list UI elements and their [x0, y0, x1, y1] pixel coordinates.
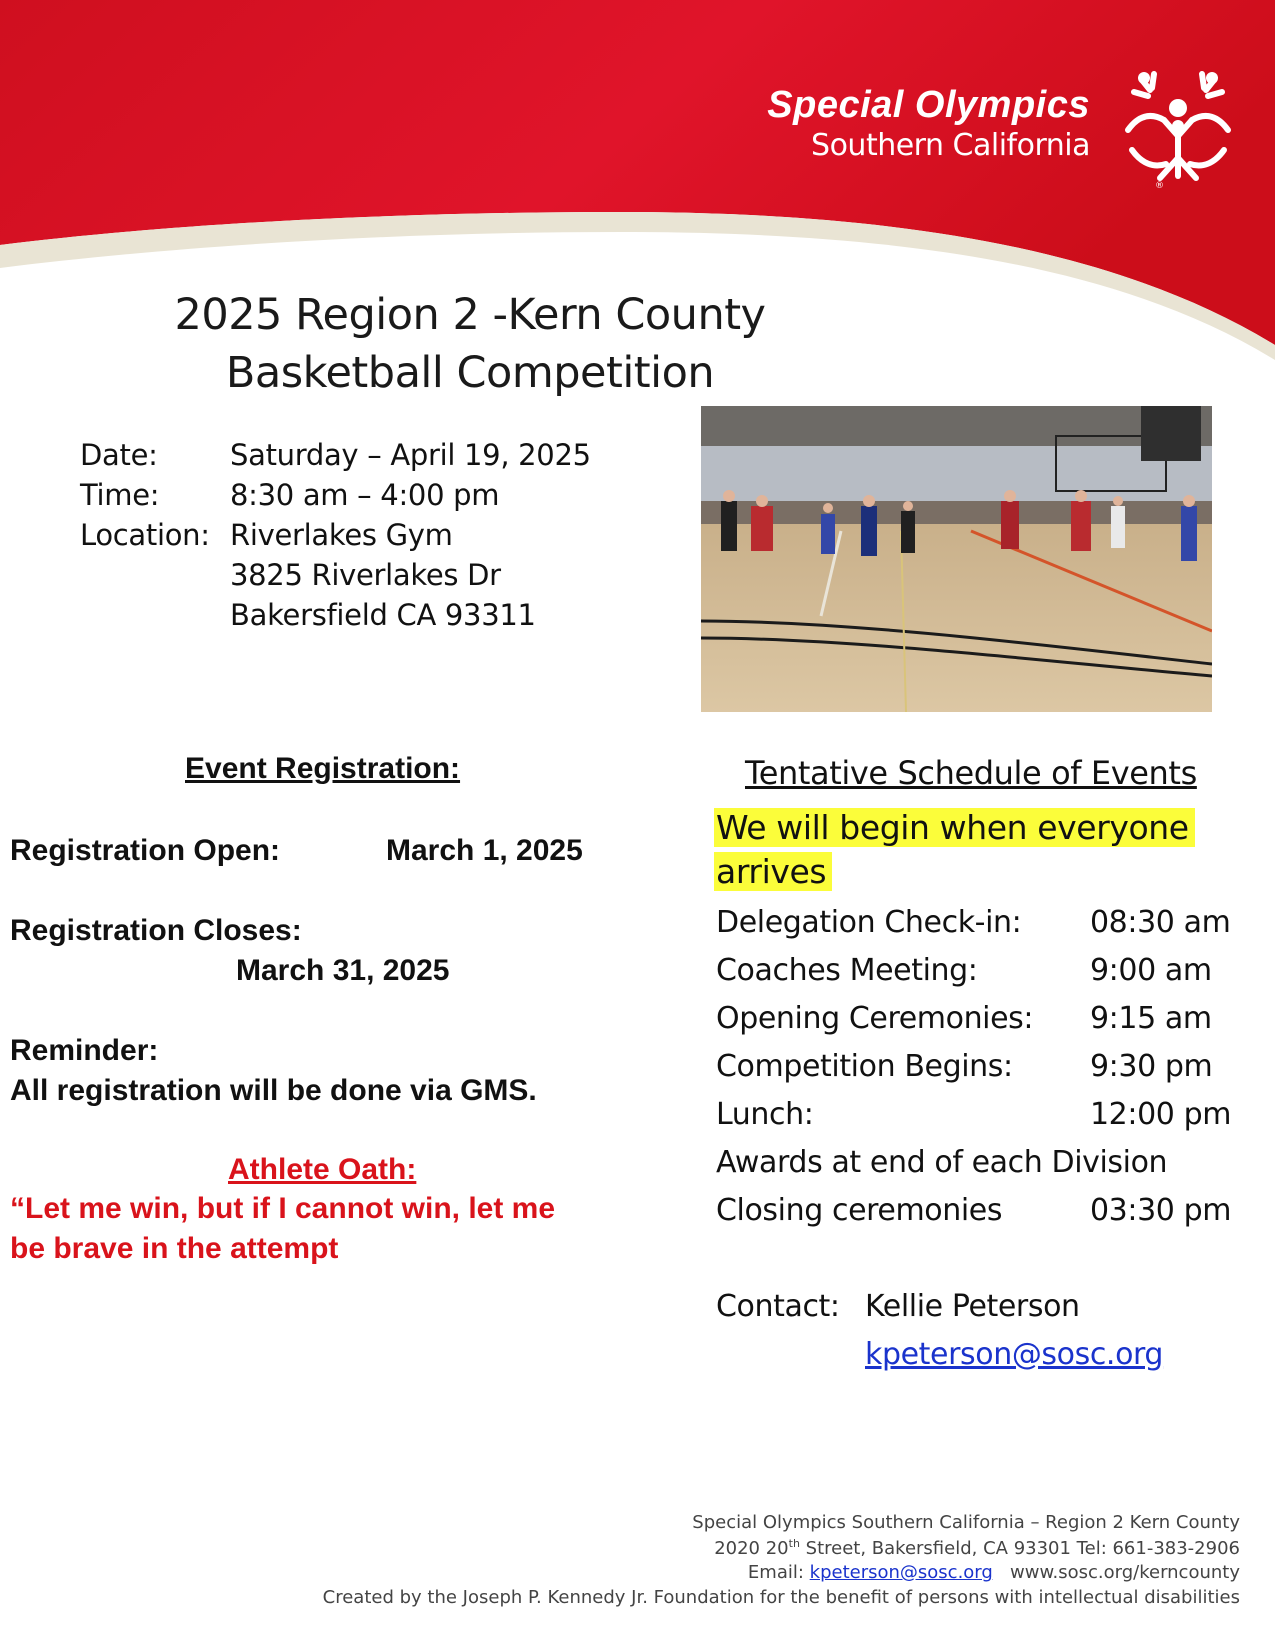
special-olympics-logo-icon: [1112, 60, 1244, 192]
location-label: Location:: [80, 518, 210, 552]
registration-open-label: Registration Open:: [10, 834, 281, 867]
location-line1: Riverlakes Gym: [230, 518, 453, 552]
footer-foundation-line: Created by the Joseph P. Kennedy Jr. Foundation for the benefit of persons with intellectual disabilities: [322, 1587, 1240, 1608]
contact-label: Contact:: [716, 1289, 840, 1324]
page-title-line2: Basketball Competition: [225, 348, 715, 398]
schedule-item-label: Opening Ceremonies:: [716, 1001, 1034, 1036]
schedule-item-time: 12:00 pm: [1090, 1097, 1232, 1132]
registration-closes-label: Registration Closes:: [10, 914, 302, 947]
schedule-item-time: 08:30 am: [1090, 905, 1231, 940]
basketball-game-photo: [701, 406, 1212, 712]
footer-address-line: 2020 20th Street, Bakersfield, CA 93301 Tel: 661-383-2906: [714, 1537, 1240, 1559]
time-value: 8:30 am – 4:00 pm: [230, 478, 500, 512]
time-label: Time:: [80, 478, 160, 512]
location-line2: 3825 Riverlakes Dr: [230, 558, 501, 592]
schedule-item-label: Competition Begins:: [716, 1049, 1013, 1084]
schedule-item-time: 9:15 am: [1090, 1001, 1212, 1036]
registered-mark: ®: [1155, 181, 1164, 191]
reminder-text: All registration will be done via GMS.: [10, 1074, 537, 1107]
registration-closes-date: March 31, 2025: [236, 954, 450, 987]
schedule-item-time: 9:00 am: [1090, 953, 1212, 988]
location-line3: Bakersfield CA 93311: [230, 598, 536, 632]
schedule-item-time: 9:30 pm: [1090, 1049, 1213, 1084]
schedule-highlight-line1: We will begin when everyone: [714, 808, 1195, 847]
schedule-item-label: Closing ceremonies: [716, 1193, 1003, 1228]
contact-email-link[interactable]: kpeterson@sosc.org: [865, 1337, 1164, 1372]
reminder-label: Reminder:: [10, 1034, 159, 1067]
date-label: Date:: [80, 438, 158, 472]
brand-name: Special Olympics: [767, 84, 1090, 126]
schedule-item-label: Delegation Check-in:: [716, 905, 1022, 940]
footer-email-line: Email: kpeterson@sosc.org www.sosc.org/kerncounty: [747, 1562, 1240, 1583]
contact-name: Kellie Peterson: [865, 1289, 1080, 1324]
schedule-item-label: Awards at end of each Division: [716, 1145, 1168, 1180]
schedule-highlight-line2: arrives: [714, 852, 832, 891]
registration-heading: Event Registration:: [185, 752, 461, 785]
date-value: Saturday – April 19, 2025: [230, 438, 591, 472]
schedule-item-label: Coaches Meeting:: [716, 953, 978, 988]
schedule-heading: Tentative Schedule of Events: [745, 754, 1197, 792]
athlete-oath-line2: be brave in the attempt: [10, 1232, 339, 1265]
registration-open-date: March 1, 2025: [386, 834, 583, 867]
athlete-oath-heading: Athlete Oath:: [228, 1153, 417, 1186]
athlete-oath-line1: “Let me win, but if I cannot win, let me: [10, 1192, 556, 1225]
footer-website: www.sosc.org/kerncounty: [1010, 1562, 1240, 1583]
schedule-item-time: 03:30 pm: [1090, 1193, 1232, 1228]
page-title-line1: 2025 Region 2 -Kern County: [174, 290, 766, 340]
schedule-item-label: Lunch:: [716, 1097, 814, 1132]
footer-org-line: Special Olympics Southern California – Region 2 Kern County: [692, 1512, 1240, 1533]
footer-email-link[interactable]: kpeterson@sosc.org: [809, 1562, 993, 1583]
brand-subtitle: Southern California: [811, 128, 1090, 163]
